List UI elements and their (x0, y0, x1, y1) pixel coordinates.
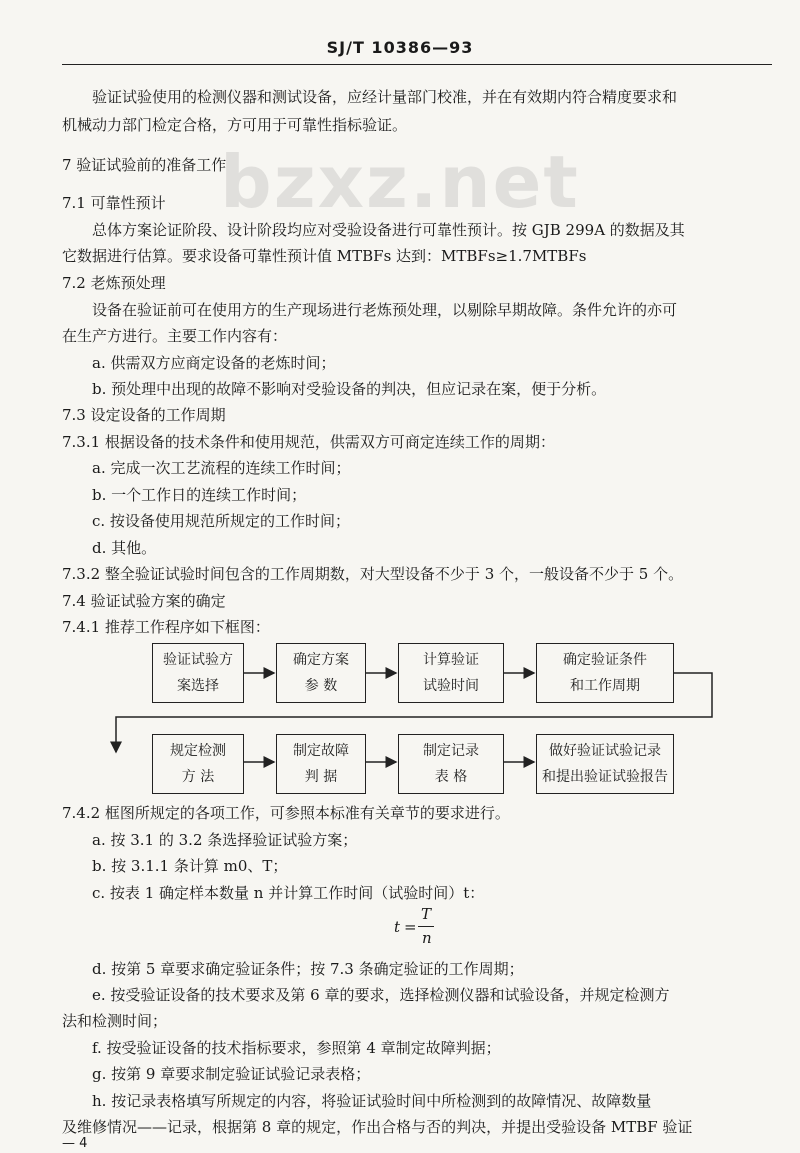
text-line: 设备在验证前可在使用方的生产现场进行老炼预处理，以剔除早期故障。条件允许的亦可 (92, 301, 678, 319)
list-item: b. 一个工作日的连续工作时间； (92, 486, 307, 504)
flow-box-text: 判 据 (304, 769, 338, 785)
section-heading: 7.2 老炼预处理 (62, 274, 166, 292)
flow-box-scheme-params (276, 643, 366, 703)
flow-box-text: 制定记录 (423, 743, 479, 759)
formula-eq: = (404, 918, 417, 936)
list-item: f. 按受验证设备的技术指标要求，参照第 4 章制定故障判据； (92, 1039, 501, 1057)
section-heading: 7.1 可靠性预计 (62, 194, 166, 212)
flow-box-text: 确定方案 (293, 652, 349, 668)
flow-box-text: 案选择 (177, 678, 219, 694)
watermark: bzxz.net (220, 140, 580, 224)
flow-box-text: 和提出验证试验报告 (542, 769, 668, 785)
section-heading: 7 验证试验前的准备工作 (62, 156, 227, 174)
list-item: c. 按设备使用规范所规定的工作时间； (92, 512, 350, 530)
list-item: b. 预处理中出现的故障不影响对受验设备的判决，但应记录在案，便于分析。 (92, 380, 607, 398)
flow-box-text: 规定检测 (170, 743, 226, 759)
list-item: a. 完成一次工艺流程的连续工作时间； (92, 459, 351, 477)
text-line: 在生产方进行。主要工作内容有： (62, 327, 288, 345)
text-line: 机械动力部门检定合格，方可用于可靠性指标验证。 (62, 116, 408, 134)
section-heading: 7.3 设定设备的工作周期 (62, 406, 226, 424)
formula-denominator: n (422, 929, 432, 947)
flow-box-detection-method (152, 734, 244, 794)
flow-box-text: 验证试验方 (163, 652, 233, 668)
list-item: g. 按第 9 章要求制定验证试验记录表格； (92, 1065, 371, 1083)
text-line: 及维修情况——记录，根据第 8 章的规定，作出合格与否的判决，并提出受验设备 MTBF 验证 (62, 1118, 693, 1136)
formula-lhs: t (394, 918, 401, 936)
formula-numerator: T (421, 905, 432, 923)
flow-box-text: 制定故障 (293, 743, 349, 759)
section-heading: 7.4 验证试验方案的确定 (62, 592, 226, 610)
standard-code-header: SJ/T 10386—93 (326, 38, 474, 57)
text-line: 7.4.2 框图所规定的各项工作，可参照本标准有关章节的要求进行。 (62, 804, 510, 822)
list-item: d. 按第 5 章要求确定验证条件；按 7.3 条确定验证的工作周期； (92, 960, 524, 978)
text-line: 7.4.1 推荐工作程序如下框图： (62, 618, 270, 636)
list-item: d. 其他。 (92, 539, 157, 557)
flow-box-conditions-cycle (536, 643, 674, 703)
text-line: 法和检测时间； (62, 1012, 168, 1030)
text-line: 总体方案论证阶段、设计阶段均应对受验设备进行可靠性预计。按 GJB 299A 的数据及其 (92, 221, 685, 239)
flow-box-text: 参 数 (304, 678, 338, 694)
flow-box-text: 方 法 (181, 769, 215, 785)
flow-box-text: 表 格 (434, 769, 468, 785)
flow-box-text: 做好验证试验记录 (549, 743, 661, 759)
text-line: 7.3.2 整全验证试验时间包含的工作周期数，对大型设备不少于 3 个，一般设备不少于 5 个。 (62, 565, 684, 583)
list-item: c. 按表 1 确定样本数量 n 并计算工作时间（试验时间）t： (92, 884, 485, 902)
text-line: 它数据进行估算。要求设备可靠性预计值 MTBFs 达到：MTBFs≥1.7MTBFs (62, 247, 587, 265)
text-line: 7.3.1 根据设备的技术条件和使用规范，供需双方可商定连续工作的周期： (62, 433, 555, 451)
flow-box-text: 和工作周期 (570, 678, 640, 694)
flow-box-record-form (398, 734, 504, 794)
text-line: 验证试验使用的检测仪器和测试设备，应经计量部门校准，并在有效期内符合精度要求和 (92, 88, 678, 106)
flow-box-text: 计算验证 (423, 652, 479, 668)
list-item: h. 按记录表格填写所规定的内容，将验证试验时间中所检测到的故障情况、故障数量 (92, 1092, 652, 1110)
flow-box-failure-criteria (276, 734, 366, 794)
flow-box-record-report (536, 734, 674, 794)
page-number: — 4 (62, 1136, 88, 1151)
list-item: b. 按 3.1.1 条计算 m0、T； (92, 857, 288, 875)
list-item: a. 按 3.1 的 3.2 条选择验证试验方案； (92, 831, 358, 849)
flow-box-text: 试验时间 (423, 678, 479, 694)
flow-box-select-scheme (152, 643, 244, 703)
flow-box-text: 确定验证条件 (563, 652, 647, 668)
list-item: a. 供需双方应商定设备的老炼时间； (92, 354, 336, 372)
fraction-bar (418, 926, 434, 927)
list-item: e. 按受验证设备的技术要求及第 6 章的要求，选择检测仪器和试验设备，并规定检测方 (92, 986, 670, 1004)
flow-box-test-time (398, 643, 504, 703)
